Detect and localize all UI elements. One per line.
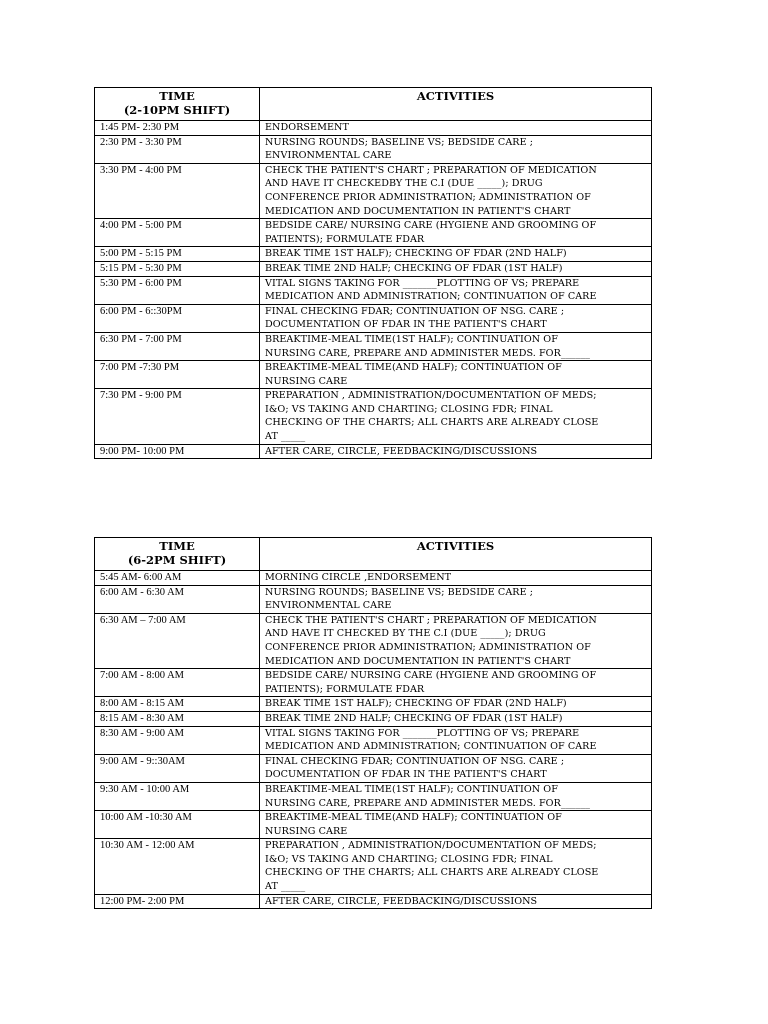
time-slot-cell: 7:30 PM - 9:00 PM: [95, 389, 260, 444]
time-slot-cell: 5:45 AM- 6:00 AM: [95, 571, 260, 586]
table-row: [95, 726, 652, 754]
time-slot-cell: 2:30 PM - 3:30 PM: [95, 135, 260, 163]
table-row: [95, 585, 652, 613]
shift-label: (6-2PM SHIFT): [127, 553, 227, 567]
time-slot-cell: 4:00 PM - 5:00 PM: [95, 219, 260, 247]
activity-cell: NURSING ROUNDS; BASELINE VS; BEDSIDE CARE ; ENVIRONMENTAL CARE: [260, 135, 652, 163]
table-row: [95, 332, 652, 360]
table-header-row: [95, 88, 652, 121]
table-row: [95, 361, 652, 389]
activity-cell: ENDORSEMENT: [260, 121, 652, 136]
table-header-row: [95, 538, 652, 571]
activity-cell: BEDSIDE CARE/ NURSING CARE (HYGIENE AND GROOMING OF PATIENTS); FORMULATE FDAR: [260, 219, 652, 247]
activity-cell: BREAKTIME-MEAL TIME(AND HALF); CONTINUATION OF NURSING CARE: [260, 361, 652, 389]
activity-cell: PREPARATION , ADMINISTRATION/DOCUMENTATION OF MEDS; I&O; VS TAKING AND CHARTING; CLOSING FDR; FINAL CHECKING OF THE CHARTS; ALL CHARTS ARE ALREADY CLOSE AT _____: [260, 839, 652, 894]
table-row: [95, 135, 652, 163]
activity-cell: CHECK THE PATIENT'S CHART ; PREPARATION OF MEDICATION AND HAVE IT CHECKEDBY THE C.I (DUE _____); DRUG CONFERENCE PRIOR ADMINISTRATION; ADMINISTRATION OF MEDICATION AND DOCUMENTATION IN PATIENT'S CHART: [260, 163, 652, 218]
table-row: [95, 782, 652, 810]
table-row: [95, 697, 652, 712]
time-header-label: TIME: [159, 539, 195, 553]
time-slot-cell: 8:00 AM - 8:15 AM: [95, 697, 260, 712]
table-row: [95, 444, 652, 459]
table-row: [95, 613, 652, 668]
time-slot-cell: 1:45 PM- 2:30 PM: [95, 121, 260, 136]
table-row: [95, 811, 652, 839]
activity-cell: VITAL SIGNS TAKING FOR _______PLOTTING OF VS; PREPARE MEDICATION AND ADMINISTRATION; CONTINUATION OF CARE: [260, 726, 652, 754]
time-slot-cell: 5:00 PM - 5:15 PM: [95, 247, 260, 262]
table-row: [95, 121, 652, 136]
table-row: [95, 754, 652, 782]
time-slot-cell: 8:15 AM - 8:30 AM: [95, 711, 260, 726]
time-slot-cell: 9:00 PM- 10:00 PM: [95, 444, 260, 459]
activity-cell: BREAKTIME-MEAL TIME(AND HALF); CONTINUATION OF NURSING CARE: [260, 811, 652, 839]
activity-cell: BREAK TIME 1ST HALF); CHECKING OF FDAR (2ND HALF): [260, 697, 652, 712]
table-row: [95, 571, 652, 586]
activity-cell: FINAL CHECKING FDAR; CONTINUATION OF NSG. CARE ; DOCUMENTATION OF FDAR IN THE PATIENT'S CHART: [260, 754, 652, 782]
time-slot-cell: 3:30 PM - 4:00 PM: [95, 163, 260, 218]
time-slot-cell: 6:30 PM - 7:00 PM: [95, 332, 260, 360]
time-header-label: TIME: [159, 89, 195, 103]
time-slot-cell: 5:15 PM - 5:30 PM: [95, 261, 260, 276]
activity-cell: AFTER CARE, CIRCLE, FEEDBACKING/DISCUSSIONS: [260, 444, 652, 459]
table-row: [95, 894, 652, 909]
activity-cell: FINAL CHECKING FDAR; CONTINUATION OF NSG. CARE ; DOCUMENTATION OF FDAR IN THE PATIENT'S CHART: [260, 304, 652, 332]
activity-cell: BREAK TIME 1ST HALF); CHECKING OF FDAR (2ND HALF): [260, 247, 652, 262]
time-slot-cell: 5:30 PM - 6:00 PM: [95, 276, 260, 304]
schedule-table-6-2pm-shift: [94, 537, 652, 909]
time-slot-cell: 6:00 PM - 6::30PM: [95, 304, 260, 332]
activity-cell: PREPARATION , ADMINISTRATION/DOCUMENTATION OF MEDS; I&O; VS TAKING AND CHARTING; CLOSING FDR; FINAL CHECKING OF THE CHARTS; ALL CHARTS ARE ALREADY CLOSE AT _____: [260, 389, 652, 444]
table-body: [95, 121, 652, 459]
activities-column-header: ACTIVITIES: [260, 538, 652, 571]
activity-cell: VITAL SIGNS TAKING FOR _______PLOTTING OF VS; PREPARE MEDICATION AND ADMINISTRATION; CONTINUATION OF CARE: [260, 276, 652, 304]
time-slot-cell: 6:30 AM – 7:00 AM: [95, 613, 260, 668]
activity-cell: CHECK THE PATIENT'S CHART ; PREPARATION OF MEDICATION AND HAVE IT CHECKED BY THE C.I (DUE _____); DRUG CONFERENCE PRIOR ADMINISTRATION; ADMINISTRATION OF MEDICATION AND DOCUMENTATION IN PATIENT'S CHART: [260, 613, 652, 668]
table-row: [95, 261, 652, 276]
activity-cell: BREAKTIME-MEAL TIME(1ST HALF); CONTINUATION OF NURSING CARE, PREPARE AND ADMINISTER MEDS. FOR______: [260, 782, 652, 810]
time-slot-cell: 10:00 AM -10:30 AM: [95, 811, 260, 839]
table-row: [95, 163, 652, 218]
table-row: [95, 247, 652, 262]
time-slot-cell: 9:00 AM - 9::30AM: [95, 754, 260, 782]
activity-cell: BREAK TIME 2ND HALF; CHECKING OF FDAR (1ST HALF): [260, 711, 652, 726]
time-slot-cell: 6:00 AM - 6:30 AM: [95, 585, 260, 613]
time-slot-cell: 12:00 PM- 2:00 PM: [95, 894, 260, 909]
time-column-header: [95, 538, 260, 571]
activity-cell: BEDSIDE CARE/ NURSING CARE (HYGIENE AND GROOMING OF PATIENTS); FORMULATE FDAR: [260, 669, 652, 697]
activity-cell: BREAKTIME-MEAL TIME(1ST HALF); CONTINUATION OF NURSING CARE, PREPARE AND ADMINISTER MEDS. FOR______: [260, 332, 652, 360]
time-column-header: [95, 88, 260, 121]
table-row: [95, 669, 652, 697]
table-row: [95, 389, 652, 444]
activity-cell: MORNING CIRCLE ,ENDORSEMENT: [260, 571, 652, 586]
table-row: [95, 839, 652, 894]
table-row: [95, 219, 652, 247]
time-slot-cell: 9:30 AM - 10:00 AM: [95, 782, 260, 810]
activity-cell: AFTER CARE, CIRCLE, FEEDBACKING/DISCUSSIONS: [260, 894, 652, 909]
time-slot-cell: 8:30 AM - 9:00 AM: [95, 726, 260, 754]
table-row: [95, 276, 652, 304]
time-slot-cell: 10:30 AM - 12:00 AM: [95, 839, 260, 894]
time-slot-cell: 7:00 PM -7:30 PM: [95, 361, 260, 389]
schedule-table-2-10pm-shift: [94, 87, 652, 459]
time-slot-cell: 7:00 AM - 8:00 AM: [95, 669, 260, 697]
shift-label: (2-10PM SHIFT): [123, 103, 231, 117]
table-row: [95, 304, 652, 332]
activity-cell: BREAK TIME 2ND HALF; CHECKING OF FDAR (1ST HALF): [260, 261, 652, 276]
activity-cell: NURSING ROUNDS; BASELINE VS; BEDSIDE CARE ; ENVIRONMENTAL CARE: [260, 585, 652, 613]
table-row: [95, 711, 652, 726]
activities-column-header: ACTIVITIES: [260, 88, 652, 121]
table-body: [95, 571, 652, 909]
